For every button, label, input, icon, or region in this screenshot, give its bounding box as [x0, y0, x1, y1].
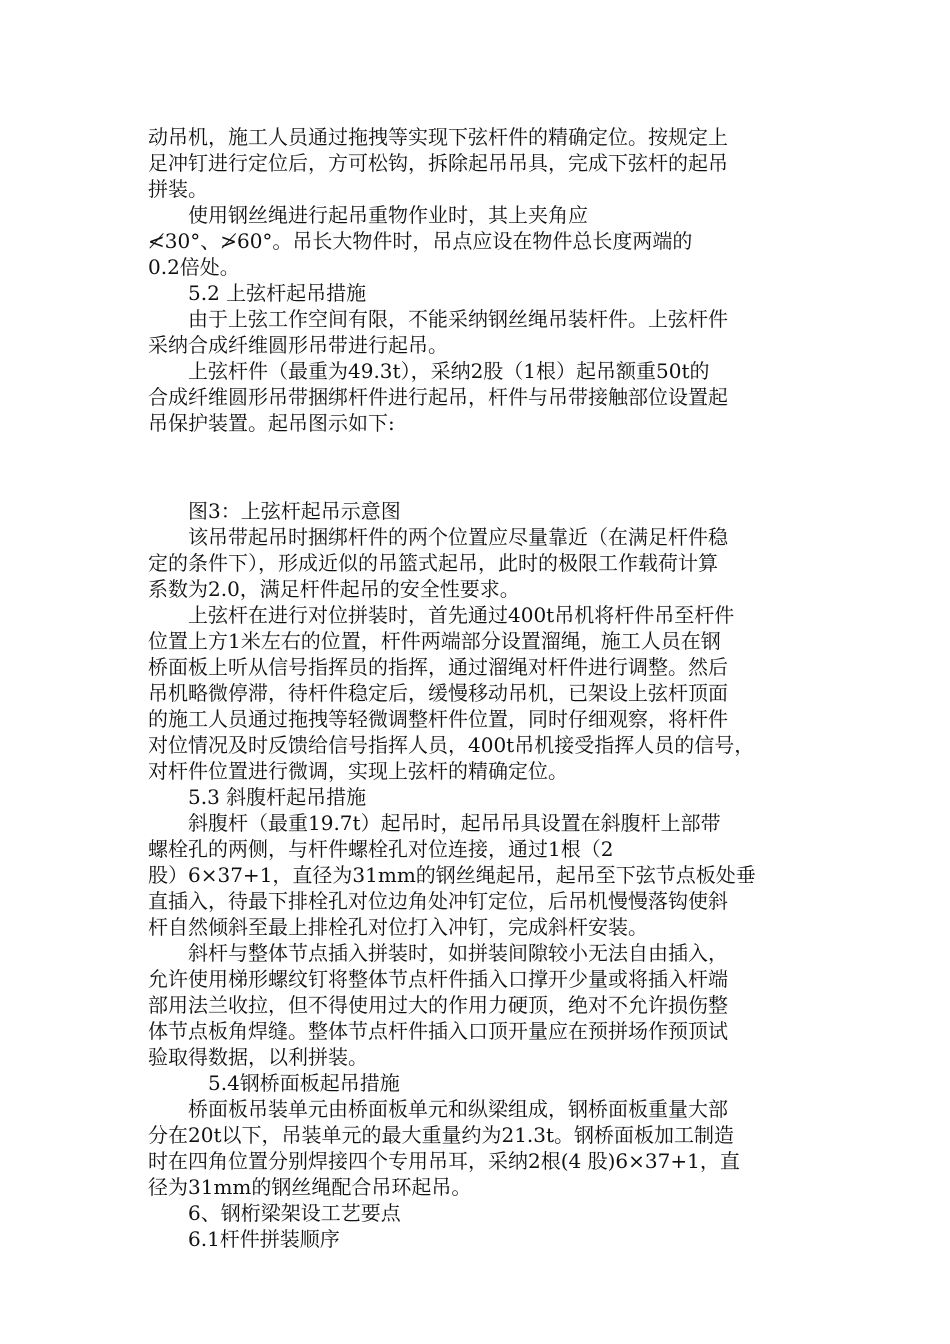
text-line: 足冲钉进行定位后，方可松钩，拆除起吊吊具，完成下弦杆的起吊 [148, 151, 728, 175]
text-line: 采纳合成纤维圆形吊带进行起吊。 [148, 333, 448, 357]
text-line: 验取得数据，以利拼装。 [148, 1045, 368, 1069]
text-line: 桥面板吊装单元由桥面板单元和纵梁组成，钢桥面板重量大部 [188, 1097, 728, 1121]
text-line: 定的条件下），形成近似的吊篮式起吊，此时的极限工作载荷计算 [148, 551, 718, 575]
text-line: 位置上方1米左右的位置，杆件两端部分设置溜绳，施工人员在钢 [148, 629, 721, 653]
text-line: 吊机略微停滞，待杆件稳定后，缓慢移动吊机，已架设上弦杆顶面 [148, 681, 728, 705]
text-line: 分在20t以下，吊装单元的最大重量约为21.3t。钢桥面板加工制造 [148, 1123, 735, 1147]
text-line: 杆自然倾斜至最上排栓孔对位打入冲钉，完成斜杆安装。 [148, 915, 648, 939]
text-line: 由于上弦工作空间有限，不能采纳钢丝绳吊装杆件。上弦杆件 [188, 307, 728, 331]
text-line: 使用钢丝绳进行起吊重物作业时，其上夹角应 [188, 203, 588, 227]
text-line: 吊保护装置。起吊图示如下: [148, 411, 395, 435]
section-heading: 6、钢桁梁架设工艺要点 [188, 1201, 401, 1225]
section-heading: 5.3 斜腹杆起吊措施 [188, 785, 367, 809]
text-line: 螺栓孔的两侧，与杆件螺栓孔对位连接，通过1根（2 [148, 837, 614, 861]
section-heading: 5.2 上弦杆起吊措施 [188, 281, 367, 305]
text-line: 对位情况及时反馈给信号指挥人员，400t吊机接受指挥人员的信号， [148, 733, 755, 757]
text-line: 时在四角位置分别焊接四个专用吊耳，采纳2根(4 股)6×37+1，直 [148, 1149, 740, 1173]
text-line: 系数为2.0，满足杆件起吊的安全性要求。 [148, 577, 520, 601]
text-line: 合成纤维圆形吊带捆绑杆件进行起吊，杆件与吊带接触部位设置起 [148, 385, 728, 409]
text-line: ≮30°、≯60°。吊长大物件时，吊点应设在物件总长度两端的 [148, 229, 693, 253]
text-line: 斜杆与整体节点插入拼装时，如拼装间隙较小无法自由插入， [188, 941, 728, 965]
text-line: 0.2倍处。 [148, 255, 240, 279]
text-line: 该吊带起吊时捆绑杆件的两个位置应尽量靠近（在满足杆件稳 [188, 525, 728, 549]
text-line: 部用法兰收拉，但不得使用过大的作用力硬顶，绝对不允许损伤整 [148, 993, 728, 1017]
section-heading: 6.1杆件拼装顺序 [188, 1227, 340, 1251]
text-line: 体节点板角焊缝。整体节点杆件插入口顶开量应在预拼场作预顶试 [148, 1019, 728, 1043]
text-line: 斜腹杆（最重19.7t）起吊时，起吊吊具设置在斜腹杆上部带 [188, 811, 721, 835]
text-line: 的施工人员通过拖拽等轻微调整杆件位置，同时仔细观察，将杆件 [148, 707, 728, 731]
text-line: 上弦杆件（最重为49.3t），采纳2股（1根）起吊额重50t的 [188, 359, 710, 383]
text-line: 桥面板上听从信号指挥员的指挥，通过溜绳对杆件进行调整。然后 [148, 655, 728, 679]
text-line: 直插入，待最下排栓孔对位边角处冲钉定位，后吊机慢慢落钩使斜 [148, 889, 728, 913]
text-line: 拼装。 [148, 177, 208, 201]
text-line: 对杆件位置进行微调，实现上弦杆的精确定位。 [148, 759, 568, 783]
text-line: 股）6×37+1，直径为31mm的钢丝绳起吊，起吊至下弦节点板处垂 [148, 863, 756, 887]
text-line: 上弦杆在进行对位拼装时，首先通过400t吊机将杆件吊至杆件 [188, 603, 735, 627]
text-line: 允许使用梯形螺纹钉将整体节点杆件插入口撑开少量或将插入杆端 [148, 967, 728, 991]
section-heading: 5.4钢桥面板起吊措施 [208, 1071, 400, 1095]
figure-caption: 图3：上弦杆起吊示意图 [188, 499, 401, 523]
text-line: 径为31mm的钢丝绳配合吊环起吊。 [148, 1175, 472, 1199]
text-line: 动吊机，施工人员通过拖拽等实现下弦杆件的精确定位。按规定上 [148, 125, 728, 149]
